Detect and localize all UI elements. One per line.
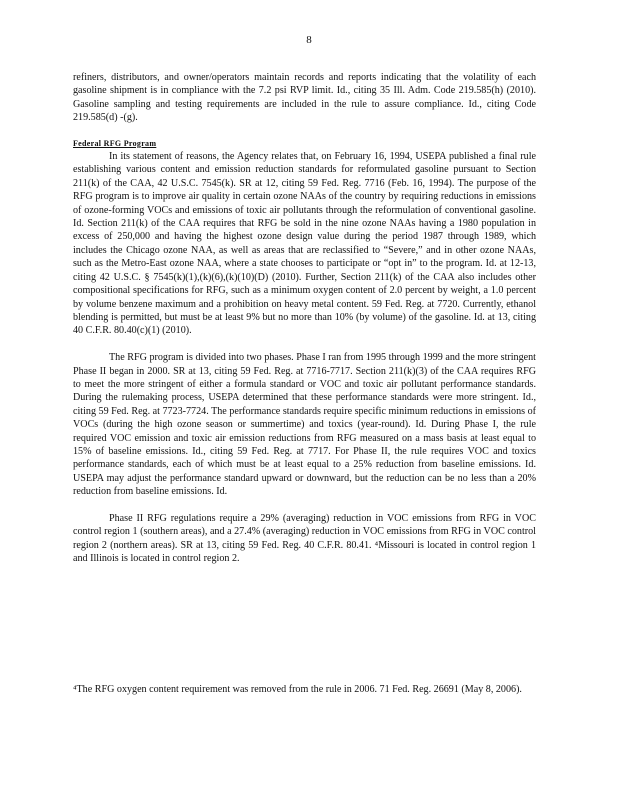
- body-text: [73, 71, 536, 579]
- paragraph-intro: refiners, distributors, and owner/operators maintain records and reports indicating that the volatility of each gasoline shipment is in compliance with the 7.2 psi RVP limit. Id., citing 35 Ill. Adm. Code 219.585(h) (2010). Gasoline sampling and testing requirements are included in the rule to assure compliance. Id., citing Code 219.585(d) -(g).: [73, 72, 536, 124]
- paragraph-2: The RFG program is divided into two phases. Phase I ran from 1995 through 1999 and the more stringent Phase II began in 2000. SR at 13, citing 59 Fed. Reg. at 7716-7717. Section 211(k)(3) of the CAA requires RFG to meet the more stringent of either a formula standard or VOC and toxic air pollutant performance standards. During the rulemaking process, USEPA determined that these performance standards were more stringent. Id., citing 59 Fed. Reg. at 7723-7724. The performance standards require specific minimum reductions in emissions of VOCs (during the high ozone season or summertime) and toxics (year-round). Id. During Phase I, the rule required VOC emission and toxic air emission reductions from RFG measured on a mass basis at least equal to 15% of baseline emissions. Id., citing 59 Fed. Reg. at 7717. For Phase II, the rule requires VOC and toxics performance standards, each of which must be at least equal to a 25% reduction from baseline emissions. Id. USEPA may adjust the performance standard upward or downward, but the reduction can be no less than a 20% reduction from baseline emissions. Id.: [73, 352, 536, 498]
- page-number: 8: [306, 34, 312, 46]
- paragraph-1: In its statement of reasons, the Agency relates that, on February 16, 1994, USEPA published a final rule establishing various content and emission reduction standards for reformulated gasoline pursuant to Section 211(k) of the CAA, 42 U.S.C. 7545(k). SR at 12, citing 59 Fed. Reg. 7716 (Feb. 16, 1994). The purpose of the RFG program is to improve air quality in certain ozone NAAs of the country by requiring reductions in emissions of ozone-forming VOCs and emissions of toxic air pollutants through the reformulation of conventional gasoline. Id. Section 211(k) of the CAA requires that RFG be sold in the nine ozone NAAs having a 1980 population in excess of 250,000 and having the highest ozone design value during the period 1987 through 1989, which includes the Chicago ozone NAA, as well as areas that are reclassified to “Severe,” and in other ozone NAAs, such as the Metro-East ozone NAA, where a state chooses to participate or “opt in” to the program. Id. at 12-13, citing 42 U.S.C. § 7545(k)(1),(k)(6),(k)(10)(D) (2010). Further, Section 211(k) of the CAA also includes other compositional specifications for RFG, such as a minimum oxygen content of 2.0 percent by weight, a 1.0 percent by volume benzene maximum and a prohibition on heavy metal content. 59 Fed. Reg. at 7720. Currently, ethanol blending is permitted, but must be at least 9% but no more than 10% (by volume) of the gasoline. Id. at 13, citing 40 C.F.R. 80.40(c)(1) (2010).: [73, 151, 536, 337]
- paragraph-3: Phase II RFG regulations require a 29% (averaging) reduction in VOC emissions from RFG in VOC control region 1 (southern areas), and a 27.4% (averaging) reduction in VOC emissions from RFG in VOC control region 2 (northern areas). SR at 13, citing 59 Fed. Reg. 40 C.F.R. 80.41. ⁴Missouri is located in control region 1 and Illinois is located in control region 2.: [73, 512, 536, 565]
- footnote: ⁴The RFG oxygen content requirement was removed from the rule in 2006. 71 Fed. Reg. 26691 (May 8, 2006).: [73, 684, 522, 695]
- section-heading: Federal RFG Program: [73, 138, 157, 148]
